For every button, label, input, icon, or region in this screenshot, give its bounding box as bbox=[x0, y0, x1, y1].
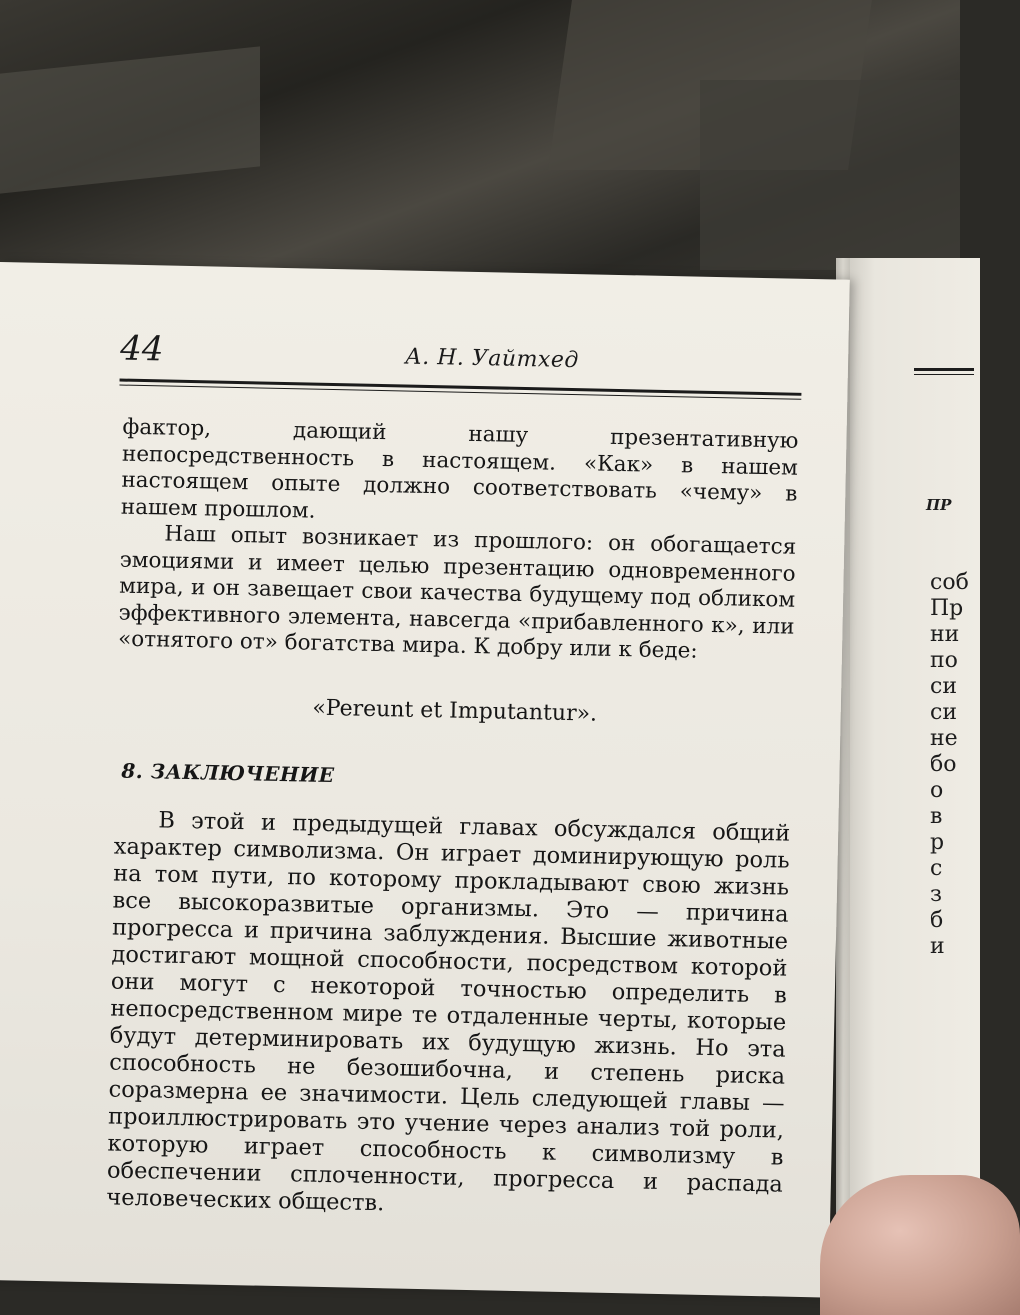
right-line: бо bbox=[930, 752, 957, 777]
right-line: не bbox=[930, 726, 958, 751]
right-page-rule bbox=[914, 374, 974, 375]
latin-quote: «Pereunt et Imputantur». bbox=[312, 695, 598, 727]
right-line: з bbox=[930, 882, 942, 907]
right-line: и bbox=[930, 934, 945, 959]
section-heading: 8. ЗАКЛЮЧЕНИЕ bbox=[121, 758, 335, 788]
paragraph-3: В этой и предыдущей главах обсуждался общий характер символизма. Он играет доминирующую роль на том пути, по которому прокладывают свою жизнь все высокоразвитые организмы. Это — причина прогресса и причина заблуждения. Высшие животные достигают мощной способности, посредством которой они могут с некоторой точностью определить в непосредственном мире те отдаленные черты, которые будут детерминировать их будущую жизнь. Но эта способность не безошибочна, и степень риска соразмерна ее значимости. Цель следующей главы — проиллюстрировать это учение через анализ той роли, которую играет способность к символизму в обеспечении сплоченности, прогресса и распада человеческих обществ. bbox=[106, 806, 791, 1216]
right-line: си bbox=[930, 700, 957, 725]
right-line: соб bbox=[930, 570, 969, 595]
right-page-rule bbox=[914, 368, 974, 371]
page-number: 44 bbox=[119, 328, 164, 370]
right-line: Пр bbox=[930, 596, 964, 621]
right-line: си bbox=[930, 674, 957, 699]
paragraph-2: Наш опыт возникает из прошлого: он обогащается эмоциями и имеет целью презентацию одновременного мира, и он завещает свои качества будущему под обликом эффективного элемента, навсегда «прибавленного к», или «отнятого от» богатства мира. К добру или к беде: bbox=[117, 521, 797, 664]
running-head: А. Н. Уайтхед bbox=[404, 344, 580, 374]
right-page-text bbox=[930, 570, 970, 960]
left-page bbox=[0, 262, 850, 1298]
right-line: ни bbox=[930, 622, 960, 647]
paragraph-1: фактор, дающий нашу презентативную непосредственность в настоящем. «Как» в нашем настоящем опыте должно соответствовать «чему» в нашем прошлом. bbox=[120, 414, 799, 524]
right-line: в bbox=[930, 804, 943, 829]
body-text bbox=[106, 415, 799, 1225]
right-line: с bbox=[930, 856, 943, 881]
right-page-heading: ПР bbox=[926, 496, 952, 514]
right-line: о bbox=[930, 778, 944, 803]
right-line: по bbox=[930, 648, 958, 673]
page-header bbox=[119, 328, 811, 385]
right-line: р bbox=[930, 830, 945, 855]
right-line: б bbox=[930, 908, 944, 933]
background-tile bbox=[700, 80, 960, 270]
